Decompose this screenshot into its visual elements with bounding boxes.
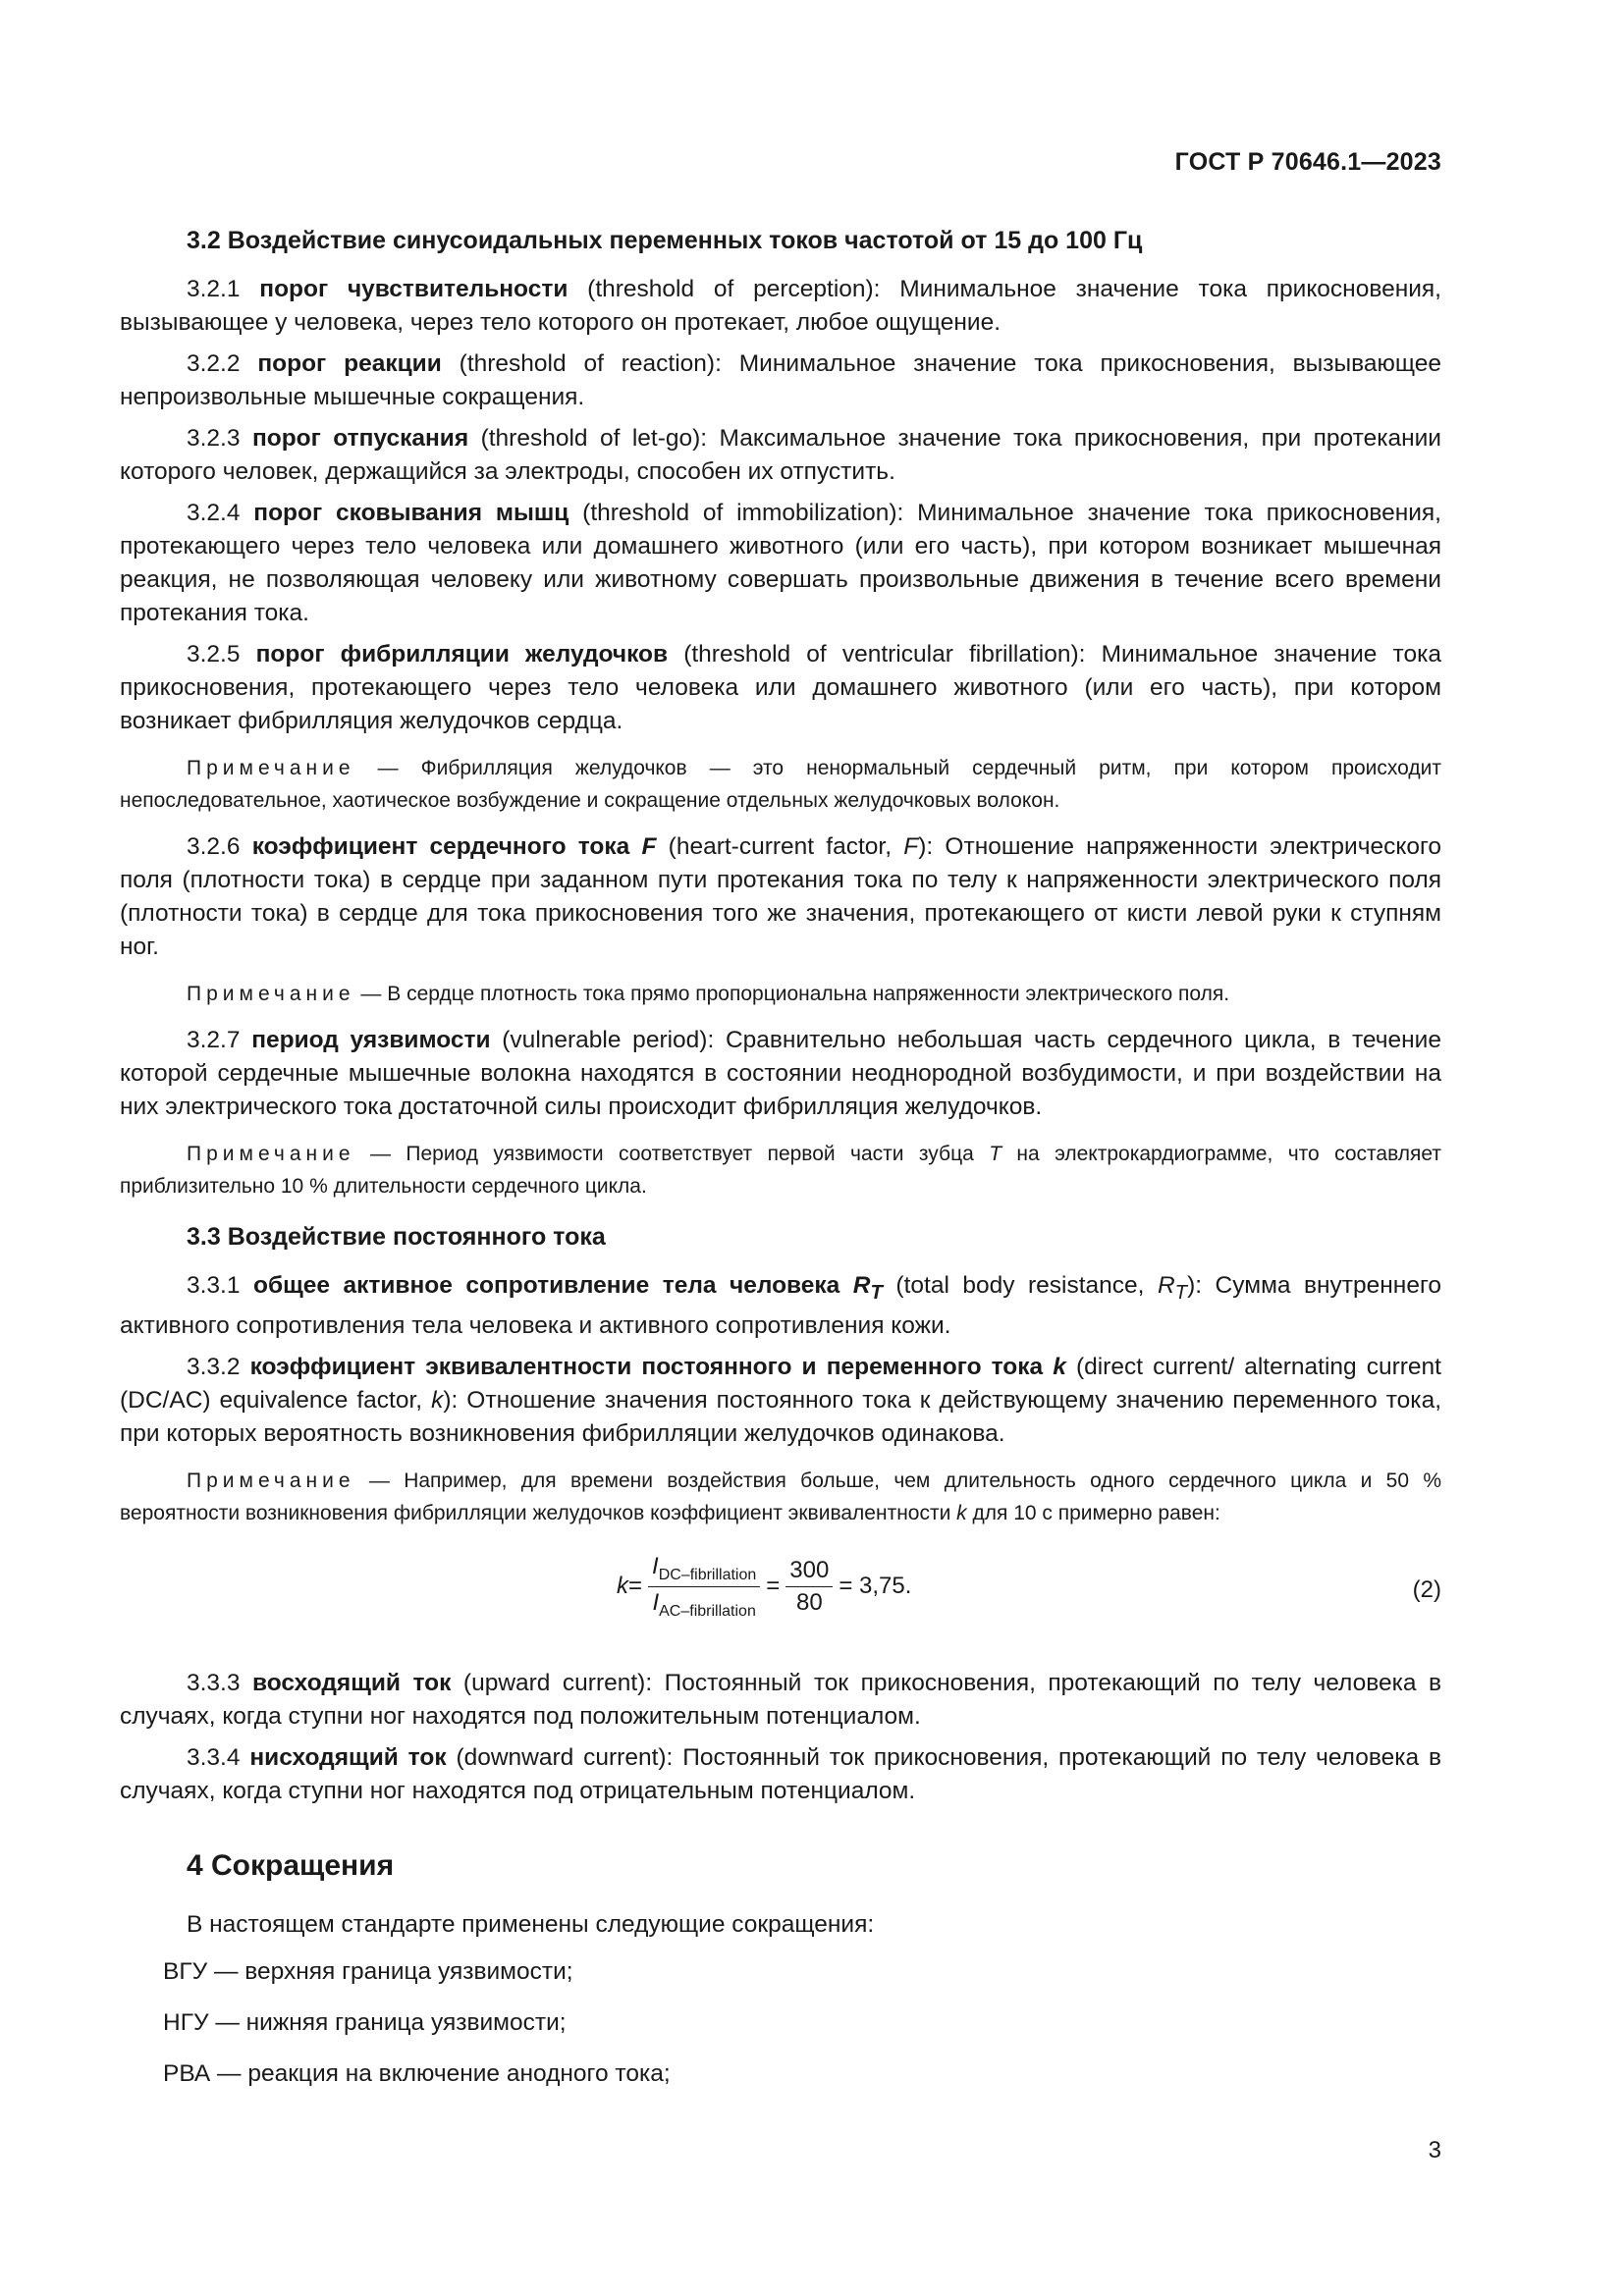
formula-body: [617, 1553, 911, 1621]
definition-3-2-3: 3.2.3 порог отпускания (threshold of let-go): Максимальное значение тока прикосновения, при протекании которого человек, держащийся за электроды, способен их отпустить.: [120, 425, 1441, 485]
section-4-heading: 4 Сокращения: [187, 1848, 395, 1882]
formula-2: [120, 1551, 1441, 1645]
note-3-2-5: Примечание — Фибрилляция желудочков — это ненормальный сердечный ритм, при котором происходит непоследовательное, хаотическое возбуждение и сокращение отдельных желудочковых волокон.: [120, 757, 1441, 812]
definition-3-2-2: 3.2.2 порог реакции (threshold of reaction): Минимальное значение тока прикосновения, вызывающее непроизвольные мышечные сокращения.: [120, 350, 1441, 410]
note-3-2-6: Примечание — В сердце плотность тока прямо пропорциональна напряженности электрического поля.: [187, 983, 1230, 1005]
definition-3-3-4: 3.3.4 нисходящий ток (downward current): Постоянный ток прикосновения, протекающий по телу человека в случаях, когда ступни ног находятся под отрицательным потенциалом.: [120, 1743, 1441, 1804]
document-header-id: ГОСТ Р 70646.1—2023: [1174, 148, 1441, 176]
definition-3-2-4: 3.2.4 порог сковывания мышц (threshold of immobilization): Минимальное значение тока прикосновения, протекающего через тело человека или домашнего животного (или его часть), при котором возникает мышечная реакция, не позволяющая человеку или животному совершать произвольные движения в течение всего времени протекания тока.: [120, 500, 1441, 626]
section-3-3-heading: 3.3 Воздействие постоянного тока: [187, 1223, 606, 1251]
definition-3-3-1: 3.3.1 общее активное сопротивление тела человека $R_T$ (total body resistance, $R_T$): Сумма внутреннего активного сопротивления тела человека и активного сопротивления кожи.: [120, 1272, 1441, 1339]
definition-3-3-3: 3.3.3 восходящий ток (upward current): Постоянный ток прикосновения, протекающий по телу человека в случаях, когда ступни ног находятся под положительным потенциалом.: [120, 1669, 1441, 1730]
abbreviation-item: НГУ — нижняя граница уязвимости;: [163, 2008, 567, 2036]
definition-3-2-7: 3.2.7 период уязвимости (vulnerable period): Сравнительно небольшая часть сердечного цикла, в течение которой сердечные мышечные волокна находятся в состоянии неоднородной возбудимости, и при воздействии на них электрического тока достаточной силы происходит фибрилляция желудочков.: [120, 1027, 1441, 1120]
definition-3-2-5: 3.2.5 порог фибрилляции желудочков (threshold of ventricular fibrillation): Минимальное значение тока прикосновения, протекающего через тело человека или домашнего животного (или его часть), при котором возникает фибрилляция желудочков сердца.: [120, 641, 1441, 734]
abbreviation-item: ВГУ — верхняя граница уязвимости;: [163, 1957, 573, 1985]
formula-fraction-current: $\frac{I_{DC-fibrillation}}{I_{AC-fibrillation}}$: [648, 1553, 760, 1621]
formula-fraction-values: $\frac{300}{80}$: [785, 1557, 833, 1617]
definition-3-3-2: 3.3.2 коэффициент эквивалентности постоянного и переменного тока k (direct current/ alternating current (DC/AC) equivalence factor, k): Отношение значения постоянного тока к действующему значению переменного тока, при которых вероятность возникновения фибрилляции желудочков одинакова.: [120, 1353, 1441, 1447]
formula-equals-2: =: [766, 1573, 781, 1600]
note-3-3-2: Примечание — Например, для времени воздействия больше, чем длительность одного сердечного цикла и 50 % вероятности возникновения фибрилляции желудочков коэффициент эквивалентности k для 10 с примерно равен:: [120, 1468, 1441, 1524]
note-3-2-7: Примечание — Период уязвимости соответствует первой части зубца T на электрокардиограмме, что составляет приблизительно 10 % длительности сердечного цикла.: [120, 1143, 1441, 1198]
abbreviation-item: РВА — реакция на включение анодного тока;: [163, 2059, 671, 2087]
formula-number: (2): [1412, 1575, 1441, 1603]
definition-3-2-6: 3.2.6 коэффициент сердечного тока F (heart-current factor, F): Отношение напряженности электрического поля (плотности тока) в сердце при заданном пути протекания тока по телу к напряженности электрического поля (плотности тока) в сердце для тока прикосновения того же значения, протекающего от кисти левой руки к ступням ног.: [120, 833, 1441, 960]
page-number: 3: [1428, 2137, 1441, 2163]
section-3-2-heading: 3.2 Воздействие синусоидальных переменных токов частотой от 15 до 100 Гц: [187, 227, 1143, 254]
page-content: [120, 224, 1441, 2109]
definition-3-2-1: 3.2.1 порог чувствительности (threshold of perception): Минимальное значение тока прикосновения, вызывающее у человека, через тело которого он протекает, любое ощущение.: [120, 276, 1441, 336]
formula-result: = 3,75.: [839, 1573, 912, 1600]
formula-lhs: k: [617, 1573, 628, 1600]
formula-equals-1: =: [628, 1573, 643, 1600]
abbreviations-intro: В настоящем стандарте применены следующие сокращения:: [187, 1910, 875, 1938]
